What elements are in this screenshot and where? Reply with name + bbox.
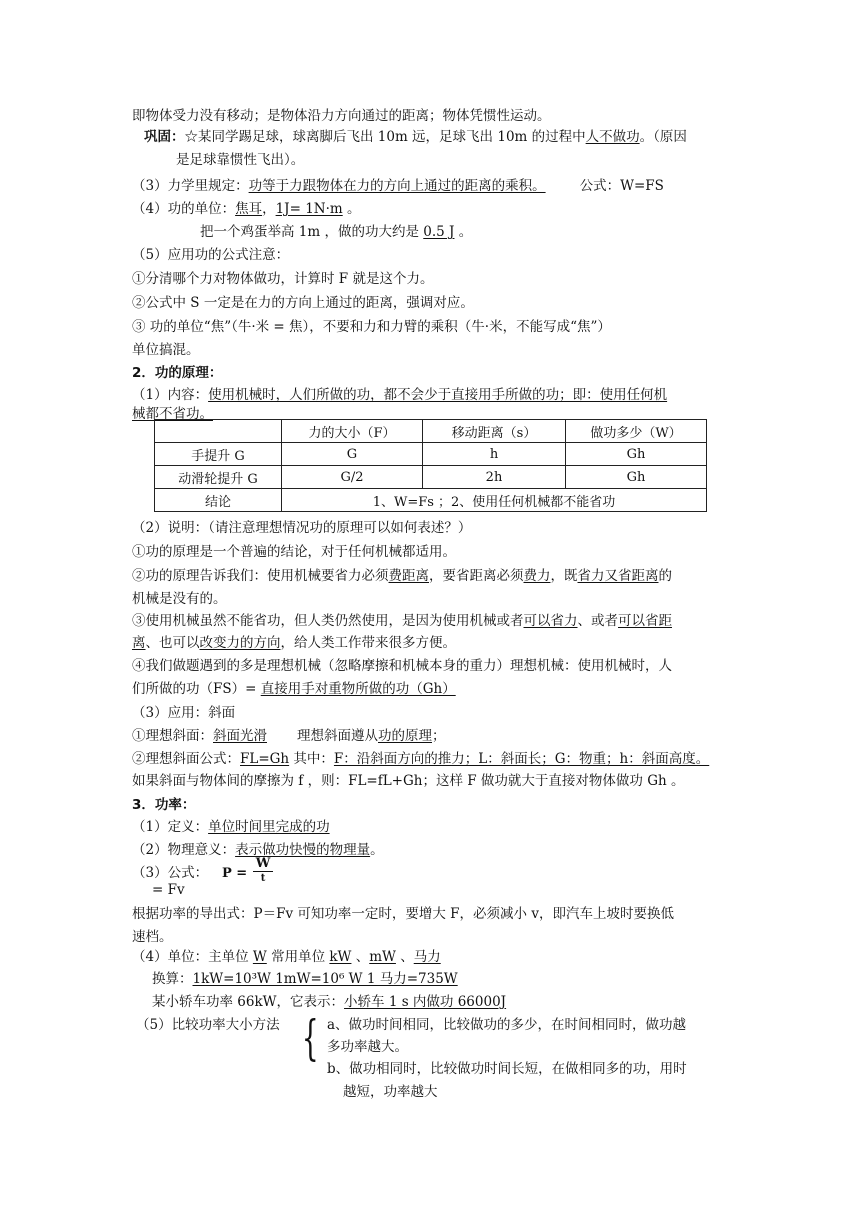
text-span: 们所做的功（FS）= — [132, 681, 261, 697]
table-cell: 1、W=Fs ；2、使用任何机械都不能省功 — [282, 489, 707, 512]
text-span: ①理想斜面： — [132, 728, 213, 744]
answer-blank: 斜面光滑 — [213, 728, 267, 744]
text-line — [132, 612, 672, 630]
text-line: （5）应用功的公式注意： — [132, 247, 290, 263]
text-span: ； — [432, 728, 446, 744]
text-line: a、做功时间相同，比较做功的多少，在时间相同时，做功越 — [327, 1017, 687, 1033]
answer-blank: 小轿车 1 s 内做功 66000J — [344, 994, 507, 1010]
table-cell: 做功多少（W） — [566, 420, 707, 443]
answer-blank: 1J= 1N·m — [275, 201, 343, 217]
answer-blank: 费距离 — [388, 568, 429, 584]
text-line: 多功率越大。 — [327, 1039, 408, 1055]
text-line: b、做功相同时，比较做功时间长短，在做相同多的功，用时 — [327, 1061, 687, 1077]
text-span: 常用单位 — [266, 949, 330, 965]
text-span: ③使用机械虽然不能省功，但人类仍然使用，是因为使用机械或者 — [132, 613, 524, 629]
text-span: 。 — [454, 224, 473, 240]
text-line: ③ 功的单位“焦”（牛·米 = 焦），不要和力和力臂的乘积（牛·米，不能写成“焦”） — [132, 319, 611, 335]
text-span: 、或者 — [577, 613, 618, 629]
answer-blank: 改变力的方向 — [199, 635, 281, 651]
table-cell: 2h — [423, 466, 566, 489]
table-cell: G/2 — [282, 466, 423, 489]
answer-blank: kW — [329, 949, 352, 965]
formula-lhs: P = — [222, 866, 248, 881]
work-comparison-table — [154, 419, 707, 512]
text-span: 。 — [342, 201, 361, 217]
text-span: 、 — [351, 949, 370, 965]
text-span: ②理想斜面公式： — [132, 751, 240, 767]
text-line: 机械是没有的。 — [132, 591, 227, 607]
answer-blank: 功的原理 — [378, 728, 432, 744]
text-span: 某小轿车功率 66kW，它表示： — [152, 994, 345, 1010]
text-span: 其中： — [289, 751, 334, 767]
answer-blank: 人不做功 — [585, 129, 640, 145]
answer-blank: 离 — [132, 635, 146, 651]
table-cell: 手提升 G — [155, 443, 282, 466]
table-cell: Gh — [566, 466, 707, 489]
section-heading: 2．功的原理： — [132, 365, 223, 381]
answer-blank: 使用机械时，人们所做的功，都不会少于直接用手所做的功；即：使用任何机 — [208, 387, 668, 403]
text-span: （1）定义： — [132, 819, 209, 835]
text-line — [132, 567, 672, 585]
table-cell: Gh — [566, 443, 707, 466]
text-line: ②公式中 S 一定是在力的方向上通过的距离，强调对应。 — [132, 295, 474, 311]
text-span: 、 — [395, 949, 414, 965]
answer-blank: FL=Gh — [240, 751, 290, 767]
text-span: 公式：W=FS — [579, 178, 664, 194]
text-line: 速档。 — [132, 929, 173, 945]
answer-blank: 功等于力跟物体在力的方向上通过的距离的乘积。 — [248, 178, 546, 194]
text-span: 。 — [370, 842, 384, 858]
table-cell — [155, 420, 282, 443]
answer-blank: 费力 — [523, 568, 551, 584]
text-span: （4）功的单位： — [132, 201, 236, 217]
answer-blank: 表示做功快慢的物理量 — [235, 842, 371, 858]
answer-blank: 0.5 J — [423, 224, 455, 240]
answer-blank: 械都不省功。 — [132, 406, 213, 422]
text-line — [132, 386, 667, 404]
text-line: 是足球靠惯性飞出）。 — [176, 152, 305, 168]
section-heading: 3．功率： — [132, 797, 196, 813]
text-line: 根据功率的导出式：P＝Fv 可知功率一定时，要增大 F，必须减小 v，即汽车上坡时要换低 — [132, 906, 674, 922]
text-line: ④我们做题遇到的多是理想机械（忽略摩擦和机械本身的重力）理想机械：使用机械时，人 — [132, 658, 672, 674]
text-line — [132, 948, 441, 966]
text-span: （2）物理意义： — [132, 842, 236, 858]
table-row — [155, 443, 707, 466]
text-line: ①分清哪个力对物体做功，计算时 F 就是这个力。 — [132, 271, 434, 287]
answer-blank: 马力 — [413, 949, 441, 965]
text-line: （3）公式： — [132, 865, 209, 881]
text-span: （4）单位：主单位 — [132, 949, 253, 965]
formula-numerator: W — [253, 856, 273, 872]
table-cell: G — [282, 443, 423, 466]
text-span: 、也可以 — [145, 635, 200, 651]
text-line: （3）应用：斜面 — [132, 705, 236, 721]
text-span: 。（原因 — [639, 129, 687, 145]
text-line: （5）比较功率大小方法 — [136, 1017, 280, 1033]
text-line — [152, 993, 506, 1011]
text-span: ☆某同学踢足球，球离脚后飞出 10m 远，足球飞出 10m 的过程中 — [184, 129, 586, 145]
answer-blank: W — [252, 949, 267, 965]
answer-blank: F：沿斜面方向的推力；L：斜面长；G：物重；h：斜面高度。 — [333, 751, 710, 767]
section-label: 巩固： — [144, 129, 185, 145]
text-line — [132, 200, 361, 218]
table-cell: 移动距离（s） — [423, 420, 566, 443]
answer-blank: 单位时间里完成的功 — [208, 819, 330, 835]
text-span: 理想斜面遵从 — [297, 728, 378, 744]
text-line — [144, 128, 687, 146]
text-span: ②功的原理告诉我们：使用机械要省力必须 — [132, 568, 389, 584]
text-line: ①功的原理是一个普遍的结论，对于任何机械都适用。 — [132, 544, 456, 560]
formula-denominator: t — [260, 873, 266, 884]
text-line — [132, 727, 446, 745]
text-line: = Fv — [152, 882, 185, 898]
table-header-row — [155, 420, 707, 443]
text-span: 换算： — [152, 971, 193, 987]
text-span: ，给人类工作带来很多方便。 — [280, 635, 456, 651]
text-line: 单位搞混。 — [132, 342, 200, 358]
table-cell: h — [423, 443, 566, 466]
answer-blank: 1kW=10³W 1mW=10⁶ W 1 马力=735W — [192, 971, 458, 987]
text-line: 越短，功率越大 — [343, 1084, 438, 1100]
table-cell: 力的大小（F） — [282, 420, 423, 443]
text-span: ，既 — [550, 568, 578, 584]
answer-blank: 省力又省距离 — [577, 568, 659, 584]
text-line: 即物体受力没有移动；是物体沿力方向通过的距离；物体凭惯性运动。 — [132, 108, 551, 124]
text-line — [200, 223, 472, 241]
text-line: 如果斜面与物体间的摩擦为 f ，则：FL=fL+Gh；这样 F 做功就大于直接对物体做功 Gh 。 — [132, 773, 685, 789]
answer-blank: 焦耳 — [235, 201, 263, 217]
table-row — [155, 466, 707, 489]
text-line — [152, 970, 458, 988]
answer-blank: 可以省距 — [618, 613, 672, 629]
text-span: （1）内容： — [132, 387, 209, 403]
text-line — [132, 818, 330, 836]
brace-symbol: { — [301, 1010, 319, 1066]
text-span: （3）力学里规定： — [132, 178, 249, 194]
table-cell: 结论 — [155, 489, 282, 512]
table-cell: 动滑轮提升 G — [155, 466, 282, 489]
text-line: （2）说明：（请注意理想情况功的原理可以如何表述？） — [132, 520, 472, 536]
answer-blank: mW — [369, 949, 396, 965]
text-span: ，要省距离必须 — [429, 568, 524, 584]
text-line — [132, 634, 456, 652]
answer-blank: 可以省力 — [523, 613, 578, 629]
table-row — [155, 489, 707, 512]
text-line — [132, 177, 664, 195]
text-span: ， — [262, 201, 276, 217]
text-line — [132, 680, 456, 698]
answer-blank: 直接用手对重物所做的功（Gh） — [260, 681, 456, 697]
text-span: 的 — [658, 568, 672, 584]
text-line — [132, 750, 709, 768]
text-span: 把一个鸡蛋举高 1m ，做的功大约是 — [200, 224, 424, 240]
